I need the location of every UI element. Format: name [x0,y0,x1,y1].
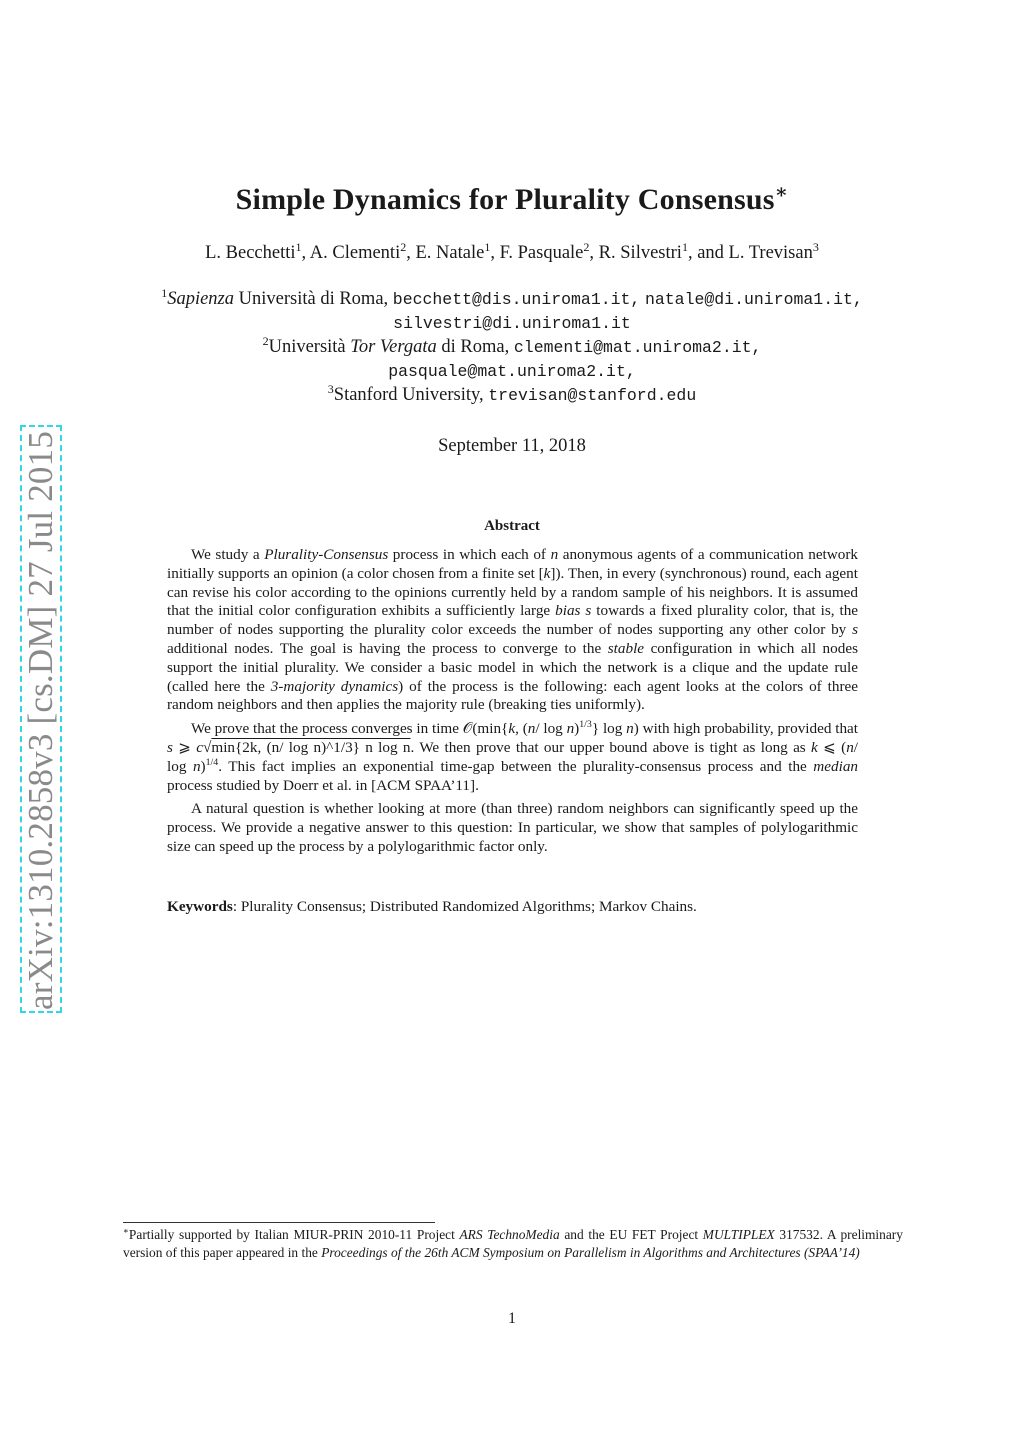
math-var: k [811,738,818,756]
author: F. Pasquale [499,243,584,263]
title-text: Simple Dynamics for Plurality Consensus [235,183,775,216]
affiliation-2 [0,335,1024,360]
math-var: n [846,738,854,756]
author-list: L. Becchetti$^1$, A. Clementi$^2$, E. Natale$^1$, F. Pasquale$^2$, R. Silvestri$^1$, and L. Trevisan$^3$ [205,239,819,263]
abstract-heading: Abstract [484,518,540,534]
emphasis: 3-majority dynamics [270,677,399,695]
emphasis: ARS TechnoMedia [459,1227,560,1242]
text: additional nodes. The goal is having the process to converge to the [167,639,602,657]
emphasis: Proceedings of the 26th ACM Symposium on Parallelism in Algorithms and Architectures (SPAA’14) [321,1244,860,1260]
math-var: c [196,738,204,756]
emphasis: median [813,757,859,775]
math-var: n [527,720,536,738]
text: configuration in which all nodes support the initial plurality. We consider a basic model in which the network is a clique and the update rule (called here the [167,639,858,695]
author-affiliation-mark: 3 [812,239,819,254]
text: , ( [515,720,528,738]
affiliation-1 [0,287,1024,312]
title-footnote-mark: ∗ [774,182,789,203]
emphasis: bias s [555,602,592,620]
keywords-label: Keywords [167,898,233,915]
author: R. Silvestri [598,243,682,263]
text: anonymous agents of a communication network initially supports an opinion (a color chosen from a finite set [ [167,546,858,582]
email-link[interactable]: natale@di.uniroma1.it, [644,290,863,309]
author: A. Clementi [309,243,401,263]
author-affiliation-mark: 2 [583,239,590,254]
keywords [167,898,858,916]
emphasis: Plurality-Consensus [264,546,389,563]
email-link[interactable]: silvestri@di.uniroma1.it [393,314,631,333]
author: E. Natale [415,243,485,263]
text: / log [535,720,563,738]
abstract-body [167,546,858,862]
affiliation-name: Università [268,337,346,357]
text: 317532. A preliminary version of this paper appeared in the [123,1227,903,1260]
text: ⩾ [178,738,191,756]
text: process in which each of [392,546,546,563]
exponent: 1/4 [205,756,219,768]
math-var: n [566,720,575,738]
arxiv-identifier: arXiv:1310.2858v3 [cs.DM] 27 Jul 2015 [21,430,60,1010]
text: ]). Then, in every (synchronous) round, each agent can revise his color according to the opinions currently held by a random sample of his neighbors. It is assumed that the initial color configuration exhibits a sufficiently large [167,564,858,620]
text: ) [574,720,580,738]
author-affiliation-mark: 2 [400,239,407,254]
emphasis: stable [607,639,645,657]
text: towards a fixed plurality color, that is, the number of nodes supporting the plurality color exceeds the number of nodes supporting any other color by [167,602,859,639]
affiliation-2-cont [0,359,1024,384]
affiliation-name: di Roma, [441,337,510,357]
affiliation-number: 3 [327,381,334,396]
text: ⩽ ( [823,738,847,756]
text: We study a [191,546,260,563]
email-link[interactable]: clementi@mat.uniroma2.it, [513,338,762,357]
affiliation-italic: Tor Vergata [350,337,437,357]
page-number: 1 [508,1310,516,1327]
abstract-paragraph: A natural question is whether looking at more (than three) random neighbors can significantly speed up the process. We provide a negative answer to this question: In particular, we show that samples of polylogarithmic size can speed up the process by a polylogarithmic factor only. [167,800,858,855]
author-affiliation-mark: 1 [681,239,688,254]
author: L. Trevisan [728,243,813,263]
math-var: k [543,564,551,582]
affiliation-italic: Sapienza [167,289,235,309]
exponent: 1/3 [579,719,592,731]
footnote-divider [123,1222,435,1223]
text: and the EU FET Project [564,1227,699,1242]
affiliation-3 [0,383,1024,408]
affiliation-number: 2 [262,333,269,348]
emphasis: MULTIPLEX [702,1227,775,1242]
radicand: min{2k, (n/ log n)^1/3} n log n [211,738,411,756]
text: . We then prove that our upper bound above is tight as long as [410,738,806,756]
email-link[interactable]: trevisan@stanford.edu [488,386,697,405]
math-var: s [167,738,173,756]
abstract-paragraph [167,720,858,795]
affiliation-number: 1 [161,285,168,300]
footnote [123,1226,903,1261]
text: } log [591,720,623,738]
text: ) of the process is the following: each agent looks at the colors of three random neighbors and then applies the majority rule (breaking ties uniformly). [167,677,859,714]
math-var: n [192,757,201,775]
author-conjunction: and [697,243,724,263]
text: process studied by Doerr et al. in [ACM SPAA’11]. [167,776,479,794]
footnote-mark: ∗ [123,1225,129,1236]
author: L. Becchetti [205,243,296,263]
abstract-paragraph [167,546,858,715]
text: . This fact implies an exponential time-gap between the plurality-consensus process and the [218,757,807,775]
paper-title [0,183,1024,217]
text: / log [167,738,859,775]
sqrt-sign: √ [203,738,212,756]
email-link[interactable]: pasquale@mat.uniroma2.it, [388,362,636,381]
text: ) with high probability, provided that [633,720,859,738]
math-var: n [626,720,634,738]
text: ) [200,757,206,775]
text: Partially supported by Italian MIUR-PRIN 2010-11 Project [128,1227,455,1242]
keywords-list: : Plurality Consensus; Distributed Randomized Algorithms; Markov Chains. [232,898,697,915]
math-var: s [852,621,858,639]
math-var: k [508,720,516,738]
affiliation-1-cont [0,311,1024,336]
publication-date: September 11, 2018 [438,436,586,456]
text: We prove that the process converges in time 𝒪(min{ [191,720,509,738]
email-link[interactable]: becchett@dis.uniroma1.it, [392,290,641,309]
affiliation-name: Università di Roma, [238,289,389,309]
math-var: n [550,546,559,563]
author-affiliation-mark: 1 [295,239,302,254]
affiliation-name: Stanford University, [333,385,484,405]
author-affiliation-mark: 1 [484,239,491,254]
